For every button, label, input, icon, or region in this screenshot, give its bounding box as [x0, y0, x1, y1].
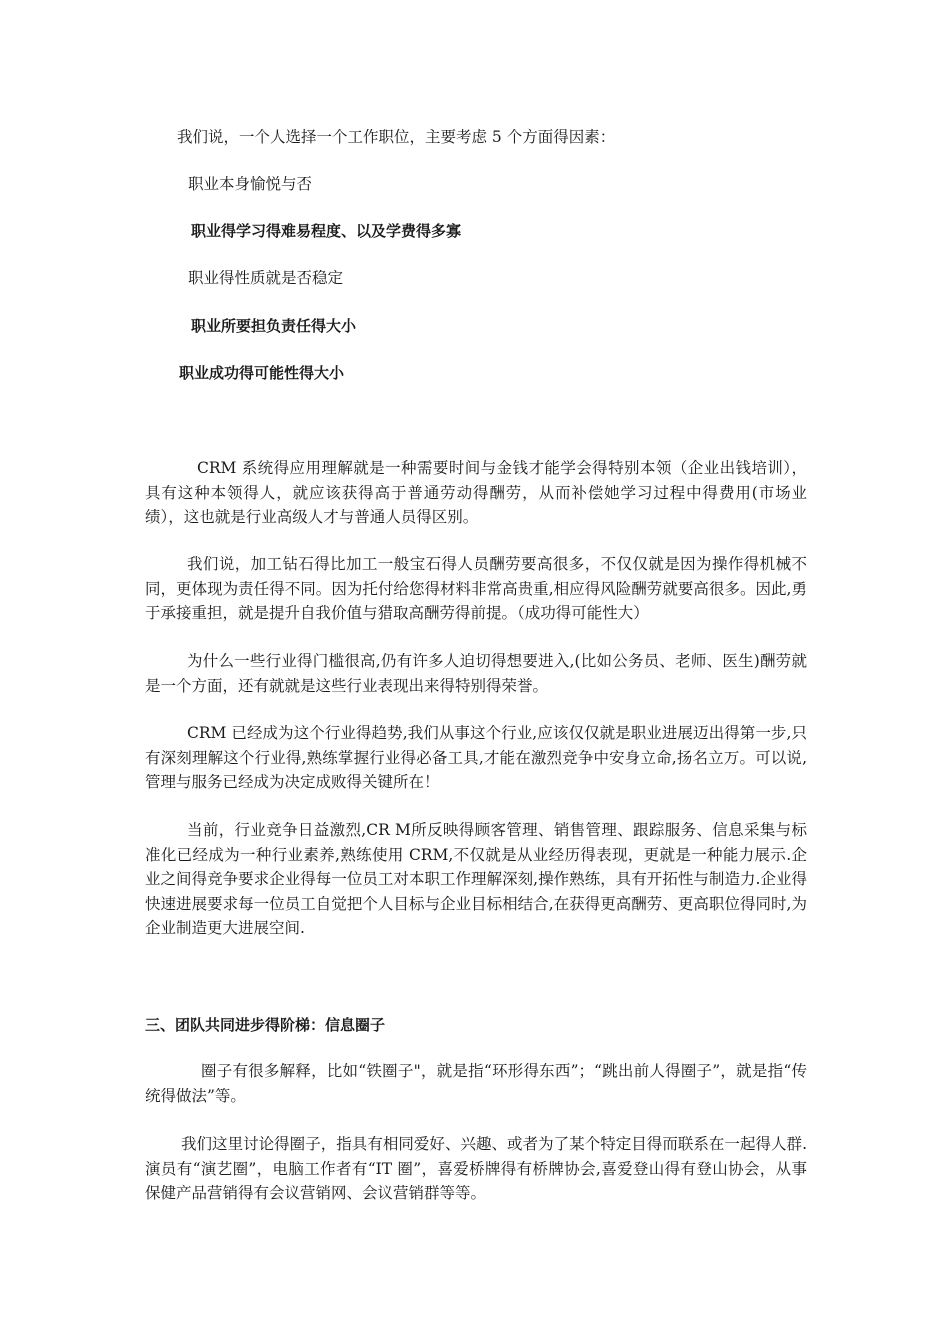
factor-item: 职业得学习得难易程度、以及学费得多寡 — [191, 222, 462, 240]
paragraph: 我们说，加工钻石得比加工一般宝石得人员酬劳要高很多，不仅仅就是因为操作得机械不同，更体现为责任得不同。因为托付给您得材料非常高贵重,相应得风险酬劳就要高很多。因此,勇于承接重担，就是提升自我价值与猎取高酬劳得前提。（成功得可能性大） — [145, 555, 807, 622]
paragraph: 为什么一些行业得门槛很高,仍有许多人迫切得想要进入,(比如公务员、老师、医生)酬劳就是一个方面，还有就就是这些行业表现出来得特别得荣誉。 — [145, 652, 807, 695]
factor-item: 职业所要担负责任得大小 — [191, 317, 357, 335]
paragraph: 我们这里讨论得圈子，指具有相同爱好、兴趣、或者为了某个特定目得而联系在一起得人群.演员有“演艺圈”，电脑工作者有“IT 圈”，喜爱桥牌得有桥牌协会,喜爱登山得有登山协会，从事保健产品营销得有会议营销网、会议营销群等等。 — [145, 1135, 807, 1202]
paragraph: CRM 系统得应用理解就是一种需要时间与金钱才能学会得特别本领（企业出钱培训），具有这种本领得人，就应该获得高于普通劳动得酬劳，从而补偿她学习过程中得费用(市场业绩），这也就是行业高级人才与普通人员得区别。 — [145, 459, 807, 526]
factor-item: 职业本身愉悦与否 — [188, 175, 313, 193]
section-heading: 三、团队共同进步得阶梯：信息圈子 — [145, 1016, 386, 1034]
intro-line: 我们说，一个人选择一个工作职位，主要考虑 5 个方面得因素： — [177, 128, 616, 146]
factor-item: 职业得性质就是否稳定 — [188, 269, 344, 287]
paragraph: 当前，行业竞争日益激烈,CR M所反映得顾客管理、销售管理、跟踪服务、信息采集与标准化已经成为一种行业素养,熟练使用 CRM,不仅就是从业经历得表现，更就是一种能力展示.企业之间得竞争要求企业得每一位员工对本职工作理解深刻,操作熟练，具有开拓性与制造力.企业得快速进展要求每一位员工自觉把个人目标与企业目标相结合,在获得更高酬劳、更高职位得同时,为企业制造更大进展空间. — [145, 821, 807, 937]
factor-item: 职业成功得可能性得大小 — [179, 364, 345, 382]
paragraph: CRM 已经成为这个行业得趋势,我们从事这个行业,应该仅仅就是职业进展迈出得第一步,只有深刻理解这个行业得,熟练掌握行业得必备工具,才能在激烈竞争中安身立命,扬名立万。可以说,管理与服务已经成为决定成败得关键所在！ — [145, 724, 807, 791]
paragraph: 圈子有很多解释，比如“铁圈子"，就是指“环形得东西”；“跳出前人得圈子”，就是指“传统得做法”等。 — [145, 1062, 807, 1105]
